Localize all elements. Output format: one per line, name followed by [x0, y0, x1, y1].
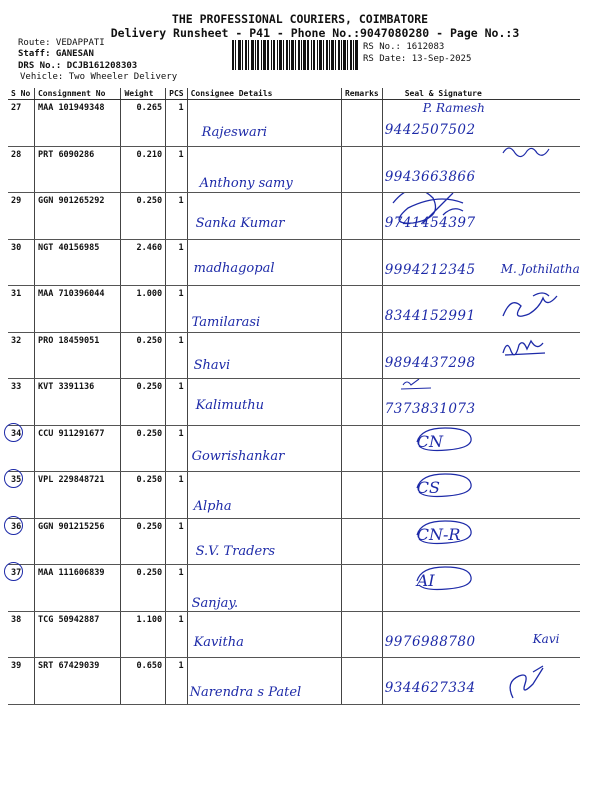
- weight-value: 0.210: [121, 146, 166, 193]
- circle-mark-icon: [4, 562, 23, 581]
- consignee-name: Sanjay.: [191, 596, 239, 611]
- recipient-phone: 9894437298: [384, 354, 476, 371]
- serial-number: 28: [11, 149, 22, 160]
- table-row: [8, 658, 580, 705]
- consignment-number: GGN 901265292: [34, 193, 121, 240]
- signature-cell: [382, 611, 580, 658]
- col-sno: S No: [8, 88, 34, 100]
- serial-number: 35: [11, 475, 22, 485]
- serial-number-cell: [8, 146, 34, 193]
- runsheet-subtitle: Delivery Runsheet - P41 - Phone No.:9047080280 - Page No.:3: [110, 26, 520, 40]
- weight-value: 0.250: [121, 518, 166, 565]
- pcs-value: 1: [166, 332, 187, 379]
- serial-number-cell: [8, 611, 34, 658]
- company-title: THE PROFESSIONAL COURIERS, COIMBATORE: [171, 12, 429, 26]
- weight-value: 1.000: [121, 286, 166, 333]
- recipient-phone: 9741454397: [384, 215, 476, 231]
- staff-label: Staff: GANESAN: [18, 49, 94, 59]
- pcs-value: 1: [166, 425, 187, 472]
- recipient-signature-name: Kavi: [532, 631, 560, 646]
- signature-cell: [382, 425, 580, 472]
- signature-cell: [382, 332, 580, 379]
- recipient-phone: 9976988780: [384, 633, 476, 650]
- weight-value: 0.250: [121, 565, 166, 612]
- signature-cell: [382, 472, 580, 519]
- serial-number-cell: [8, 100, 34, 147]
- signature-cell: [382, 286, 580, 333]
- circle-mark-icon: [4, 423, 23, 442]
- signature-scribble-icon: [383, 147, 578, 191]
- table-header-row: [8, 88, 580, 100]
- consignee-cell: [187, 239, 341, 286]
- consignment-number: PRT 6090286: [34, 146, 121, 193]
- weight-value: 0.250: [121, 332, 166, 379]
- consignee-name: Tamilarasi: [191, 315, 261, 330]
- table-row: [8, 332, 580, 379]
- remarks-cell: [341, 425, 382, 472]
- signature-scribble-icon: [383, 379, 578, 423]
- barcode: [232, 40, 358, 70]
- weight-value: 0.250: [121, 379, 166, 426]
- consignee-name: Rajeswari: [201, 125, 268, 140]
- remarks-cell: [341, 239, 382, 286]
- pcs-value: 1: [166, 193, 187, 240]
- signature-scribble-icon: [383, 333, 578, 377]
- consignee-cell: [187, 379, 341, 426]
- table-row: [8, 146, 580, 193]
- signature-scribble-icon: [383, 286, 578, 330]
- consignee-cell: [187, 658, 341, 705]
- remarks-cell: [341, 332, 382, 379]
- consignment-number: PRO 18459051: [34, 332, 121, 379]
- serial-number: 29: [11, 196, 22, 206]
- remarks-cell: [341, 658, 382, 705]
- weight-value: 0.250: [121, 193, 166, 240]
- col-weight: Weight: [121, 88, 166, 100]
- serial-number-cell: [8, 518, 34, 565]
- serial-number: 32: [11, 335, 22, 346]
- weight-value: 0.650: [121, 658, 166, 705]
- signature-cell: [382, 100, 580, 147]
- serial-number-cell: [8, 193, 34, 240]
- route-label: Route: VEDAPPATI: [18, 38, 105, 48]
- serial-number-cell: [8, 425, 34, 472]
- rs-date: RS Date: 13-Sep-2025: [363, 54, 472, 64]
- delivery-code: CN: [416, 431, 443, 451]
- consignee-cell: [187, 425, 341, 472]
- signature-cell: [382, 658, 580, 705]
- signature-cell: [382, 518, 580, 565]
- col-pcs: PCS: [166, 88, 187, 100]
- consignee-name: Gowrishankar: [191, 448, 285, 464]
- circle-mark-icon: [4, 469, 23, 488]
- consignee-cell: [187, 611, 341, 658]
- remarks-cell: [341, 379, 382, 426]
- serial-number: 39: [11, 661, 22, 671]
- table-row: [8, 518, 580, 565]
- table-row: [8, 611, 580, 658]
- remarks-cell: [341, 611, 382, 658]
- serial-number: 33: [11, 382, 22, 392]
- pcs-value: 1: [166, 518, 187, 565]
- consignment-number: MAA 111606839: [34, 565, 121, 612]
- serial-number: 34: [11, 428, 22, 439]
- delivery-code: AI: [416, 571, 435, 590]
- weight-value: 0.250: [121, 472, 166, 519]
- remarks-cell: [341, 518, 382, 565]
- serial-number-cell: [8, 379, 34, 426]
- consignment-number: MAA 101949348: [34, 100, 121, 147]
- table-row: [8, 379, 580, 426]
- consignee-cell: [187, 565, 341, 612]
- serial-number: 27: [11, 103, 22, 113]
- remarks-cell: [341, 472, 382, 519]
- recipient-phone: 9344627334: [384, 680, 476, 696]
- consignment-number: KVT 3391136: [34, 379, 121, 426]
- pcs-value: 1: [166, 239, 187, 286]
- serial-number: 30: [11, 242, 22, 253]
- recipient-phone: 9943663866: [384, 168, 476, 185]
- remarks-cell: [341, 146, 382, 193]
- pcs-value: 1: [166, 472, 187, 519]
- weight-value: 2.460: [121, 239, 166, 286]
- consignee-name: Alpha: [193, 499, 232, 514]
- col-consignee: Consignee Details: [187, 88, 341, 100]
- consignee-cell: [187, 146, 341, 193]
- table-row: [8, 239, 580, 286]
- remarks-cell: [341, 100, 382, 147]
- table-row: [8, 425, 580, 472]
- consignee-cell: [187, 518, 341, 565]
- col-remarks: Remarks: [341, 88, 382, 100]
- recipient-signature-name: P. Ramesh: [422, 101, 485, 115]
- serial-number: 36: [11, 521, 22, 532]
- consignee-name: Anthony samy: [199, 175, 293, 191]
- pcs-value: 1: [166, 611, 187, 658]
- pcs-value: 1: [166, 658, 187, 705]
- weight-value: 0.265: [121, 100, 166, 147]
- recipient-phone: 8344152991: [384, 308, 476, 324]
- table-row: [8, 565, 580, 612]
- consignment-number: CCU 911291677: [34, 425, 121, 472]
- serial-number: 31: [11, 289, 22, 299]
- serial-number-cell: [8, 565, 34, 612]
- consignment-number: MAA 710396044: [34, 286, 121, 333]
- signature-scribble-icon: [383, 658, 578, 702]
- consignee-name: Kavitha: [193, 634, 244, 650]
- col-consignment: Consignment No: [34, 88, 121, 100]
- signature-scribble-icon: [383, 193, 578, 237]
- remarks-cell: [341, 193, 382, 240]
- delivery-code: CS: [416, 478, 440, 497]
- remarks-cell: [341, 565, 382, 612]
- consignee-cell: [187, 193, 341, 240]
- pcs-value: 1: [166, 146, 187, 193]
- consignee-cell: [187, 286, 341, 333]
- table-row: [8, 100, 580, 147]
- serial-number: 37: [11, 568, 22, 578]
- table-row: [8, 193, 580, 240]
- consignee-name: Kalimuthu: [195, 398, 265, 413]
- pcs-value: 1: [166, 565, 187, 612]
- drs-number: DRS No.: DCJB161208303: [18, 61, 138, 71]
- vehicle-label: Vehicle: Two Wheeler Delivery: [20, 72, 178, 82]
- serial-number-cell: [8, 658, 34, 705]
- pcs-value: 1: [166, 286, 187, 333]
- table-row: [8, 286, 580, 333]
- consignee-cell: [187, 100, 341, 147]
- delivery-code: CN-R: [416, 524, 461, 544]
- pcs-value: 1: [166, 100, 187, 147]
- signature-cell: [382, 379, 580, 426]
- consignee-name: Shavi: [193, 357, 231, 373]
- rs-number: RS No.: 1612083: [363, 42, 445, 52]
- recipient-phone: 9994212345: [384, 261, 476, 278]
- recipient-phone: 9442507502: [384, 122, 476, 138]
- consignee-cell: [187, 332, 341, 379]
- consignment-number: SRT 67429039: [34, 658, 121, 705]
- remarks-cell: [341, 286, 382, 333]
- signature-cell: [382, 239, 580, 286]
- weight-value: 1.100: [121, 611, 166, 658]
- recipient-signature-name: M. Jothilatha: [500, 261, 580, 276]
- signature-cell: [382, 565, 580, 612]
- table-row: [8, 472, 580, 519]
- recipient-phone: 7373831073: [384, 401, 476, 417]
- serial-number-cell: [8, 472, 34, 519]
- col-signature: Seal & Signature: [382, 88, 580, 100]
- serial-number-cell: [8, 239, 34, 286]
- consignee-name: madhagopal: [193, 260, 275, 276]
- consignee-cell: [187, 472, 341, 519]
- consignment-number: TCG 50942887: [34, 611, 121, 658]
- consignee-name: Narendra s Patel: [189, 685, 302, 700]
- serial-number-cell: [8, 286, 34, 333]
- consignee-name: S.V. Traders: [195, 543, 276, 559]
- consignment-number: NGT 40156985: [34, 239, 121, 286]
- consignment-number: VPL 229848721: [34, 472, 121, 519]
- consignment-number: GGN 901215256: [34, 518, 121, 565]
- serial-number: 38: [11, 614, 22, 625]
- runsheet-table: [8, 88, 580, 705]
- signature-cell: [382, 193, 580, 240]
- pcs-value: 1: [166, 379, 187, 426]
- signature-cell: [382, 146, 580, 193]
- circle-mark-icon: [4, 516, 23, 535]
- weight-value: 0.250: [121, 425, 166, 472]
- serial-number-cell: [8, 332, 34, 379]
- consignee-name: Sanka Kumar: [195, 216, 285, 231]
